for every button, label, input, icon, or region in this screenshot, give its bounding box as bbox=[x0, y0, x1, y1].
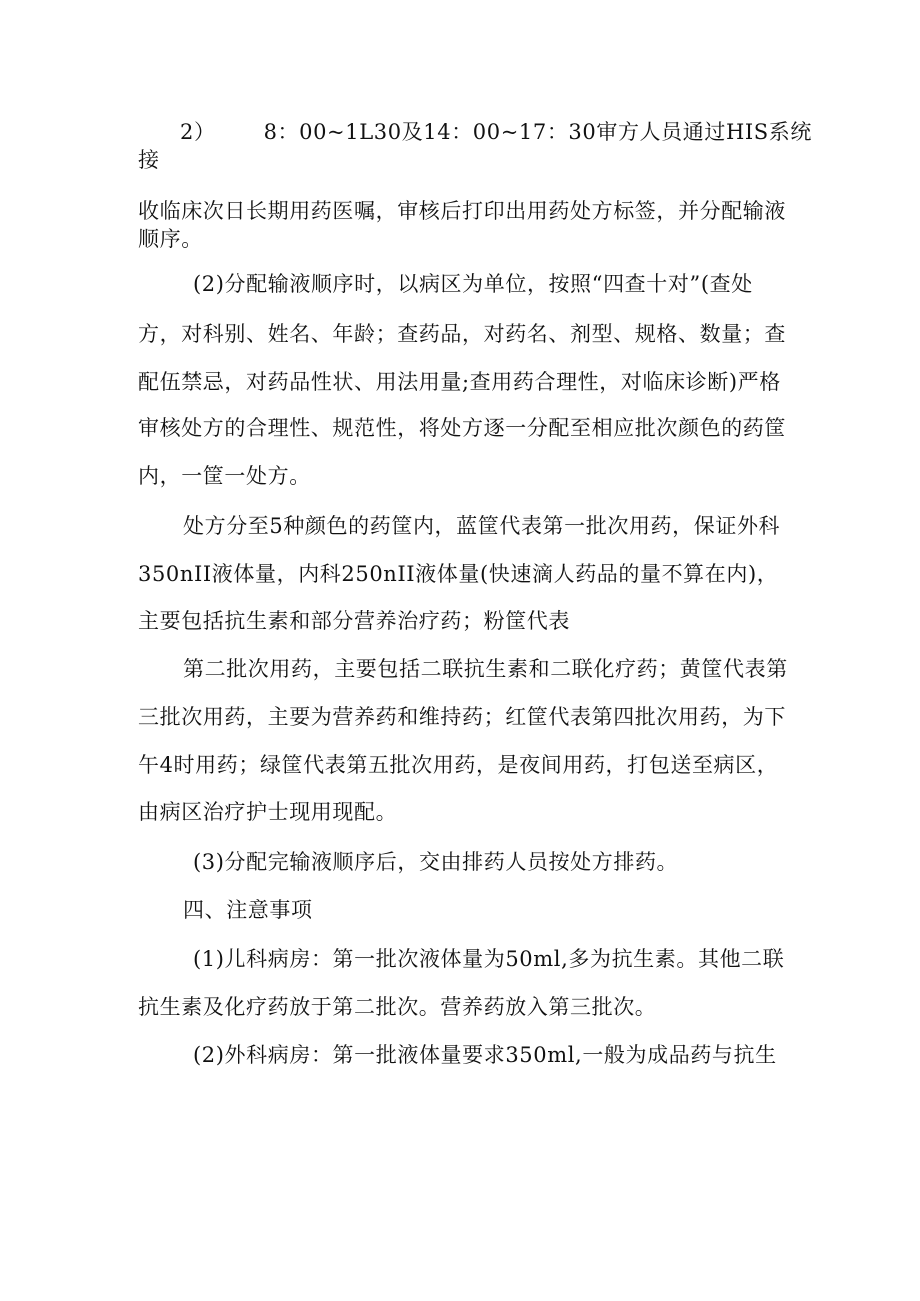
paragraph-line-10: 处方分至5种颜色的药筐内，蓝筐代表第一批次用药，保证外科 bbox=[183, 514, 781, 538]
paragraph-line-1 bbox=[180, 118, 812, 146]
paragraph-line-6: 方，对科别、姓名、年龄；查药品，对药名、剂型、规格、数量；查 bbox=[138, 322, 786, 346]
paragraph-line-15: 午4时用药；绿筐代表第五批次用药，是夜间用药，打包送至病区， bbox=[138, 753, 779, 777]
line-text: 8：00~1L30及14：00~17：30审方人员通过HIS系统 bbox=[263, 120, 812, 144]
paragraph-line-2: 接 bbox=[138, 148, 160, 172]
paragraph-line-16: 由病区治疗护士现用现配。 bbox=[138, 800, 398, 824]
paragraph-line-19: (1)儿科病房：第一批次液体量为50ml,多为抗生素。其他二联 bbox=[193, 947, 785, 971]
paragraph-line-12: 主要包括抗生素和部分营养治疗药；粉筐代表 bbox=[138, 609, 570, 633]
paragraph-line-5: (2)分配输液顺序时，以病区为单位，按照“四查十对”(查处 bbox=[193, 272, 753, 296]
paragraph-line-3: 收临床次日长期用药医嘱，审核后打印出用药处方标签，并分配输液 bbox=[138, 199, 786, 223]
list-marker: 2） bbox=[180, 120, 216, 144]
section-heading: 四、注意事项 bbox=[183, 898, 313, 922]
paragraph-line-21: (2)外科病房：第一批液体量要求350ml,一般为成品药与抗生 bbox=[193, 1043, 777, 1067]
paragraph-line-7: 配伍禁忌，对药品性状、用法用量;查用药合理性，对临床诊断)严格 bbox=[138, 370, 781, 394]
paragraph-line-8: 审核处方的合理性、规范性，将处方逐一分配至相应批次颜色的药筐 bbox=[138, 416, 786, 440]
paragraph-line-17: (3)分配完输液顺序后，交由排药人员按处方排药。 bbox=[193, 850, 679, 874]
paragraph-line-14: 三批次用药，主要为营养药和维持药；红筐代表第四批次用药，为下 bbox=[138, 705, 786, 729]
paragraph-line-11: 350nII液体量，内科250nII液体量(快速滴人药品的量不算在内)， bbox=[138, 562, 779, 586]
paragraph-line-20: 抗生素及化疗药放于第二批次。营养药放入第三批次。 bbox=[138, 995, 657, 1019]
paragraph-line-9: 内，一筐一处方。 bbox=[138, 464, 311, 488]
paragraph-line-13: 第二批次用药，主要包括二联抗生素和二联化疗药；黄筐代表第 bbox=[183, 657, 788, 681]
paragraph-line-4: 顺序。 bbox=[138, 227, 203, 251]
